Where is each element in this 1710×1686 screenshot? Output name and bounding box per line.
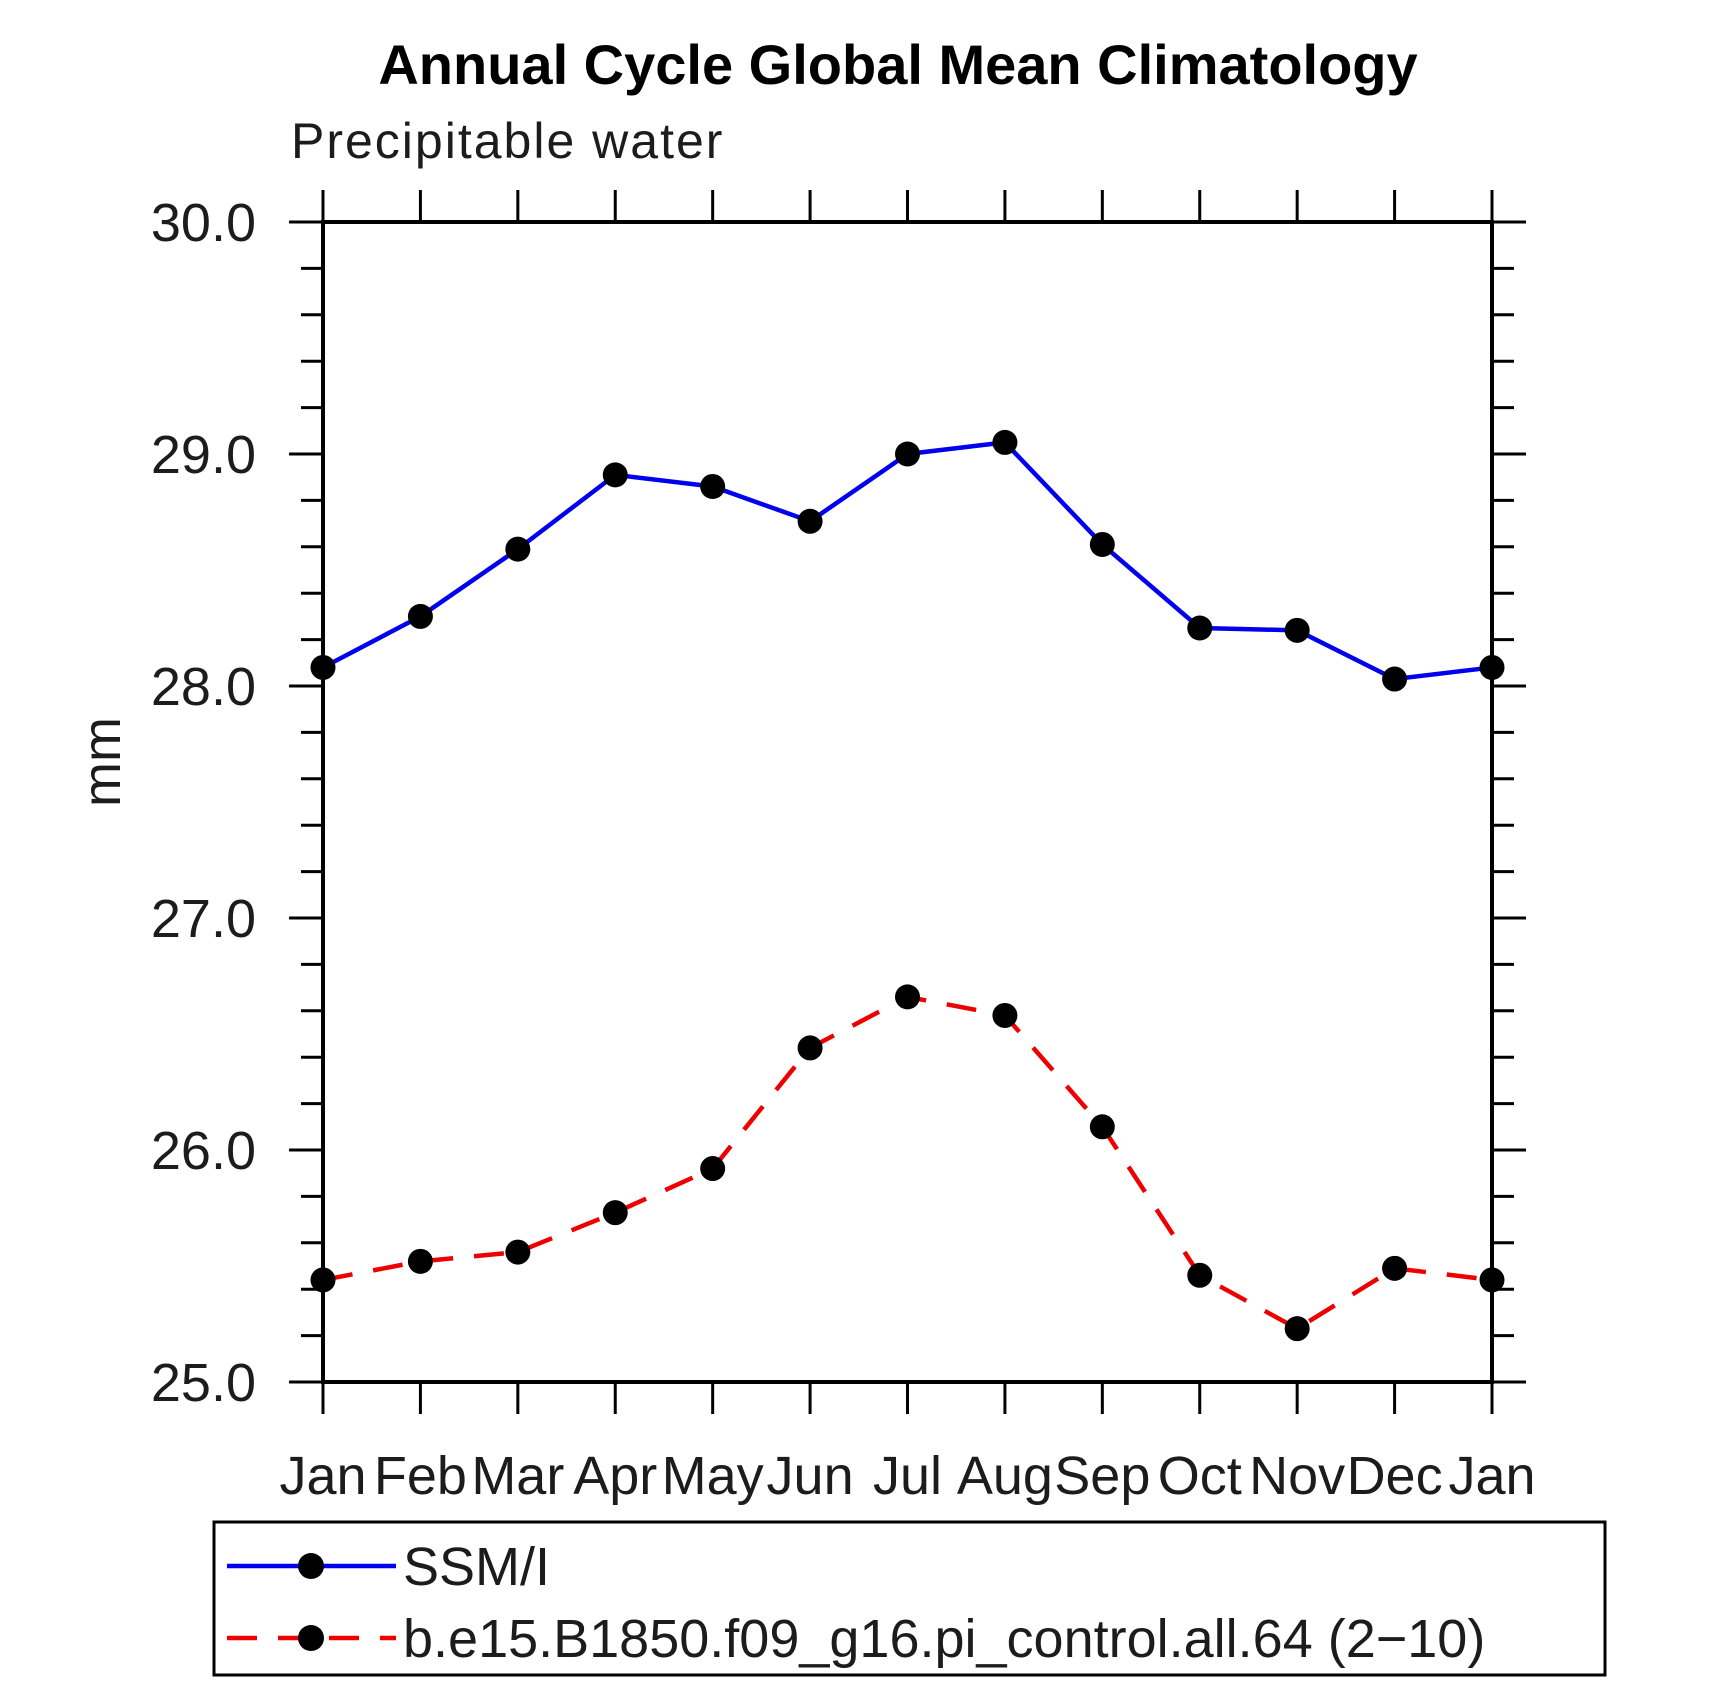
- legend-marker-model: [298, 1625, 324, 1651]
- x-tick-label: Jan: [279, 1446, 367, 1506]
- axis-frame: [323, 222, 1492, 1382]
- ssmi-data-point: [1285, 618, 1310, 643]
- ssmi-data-point: [1480, 655, 1505, 680]
- x-tick-label: Jul: [872, 1446, 943, 1506]
- model-data-point: [603, 1200, 628, 1225]
- ssmi-data-point: [798, 509, 823, 534]
- model-data-point: [408, 1249, 433, 1274]
- legend: [214, 1522, 1605, 1675]
- chart-subtitle: Precipitable water: [291, 113, 725, 169]
- x-tick-label: Sep: [1054, 1446, 1151, 1506]
- legend-label-ssmi: SSM/I: [403, 1537, 551, 1597]
- model-data-point: [798, 1035, 823, 1060]
- x-tick-label: Apr: [573, 1446, 658, 1506]
- ssmi-data-point: [1187, 616, 1212, 641]
- legend-label-model: b.e15.B1850.f09_g16.pi_control.all.64 (2−10): [403, 1609, 1486, 1669]
- ssmi-data-point: [505, 537, 530, 562]
- model-data-point: [1382, 1256, 1407, 1281]
- ssmi-data-point: [311, 655, 336, 680]
- y-tick-label: 27.0: [150, 889, 256, 949]
- model-data-point: [1187, 1263, 1212, 1288]
- chart-title: Annual Cycle Global Mean Climatology: [378, 33, 1418, 96]
- x-tick-label: Jun: [766, 1446, 854, 1506]
- y-tick-label: 28.0: [150, 657, 256, 717]
- y-axis-label: mm: [72, 717, 132, 807]
- x-tick-label: Oct: [1157, 1446, 1242, 1506]
- plot-area: [151, 190, 1536, 1506]
- x-tick-label: Nov: [1249, 1446, 1346, 1506]
- x-tick-label: May: [661, 1446, 764, 1506]
- y-tick-label: 25.0: [150, 1353, 256, 1413]
- ssmi-data-point: [1382, 667, 1407, 692]
- model-series-line: [323, 997, 1492, 1329]
- ssmi-data-point: [895, 442, 920, 467]
- x-tick-label: Jan: [1448, 1446, 1536, 1506]
- model-data-point: [700, 1156, 725, 1181]
- y-tick-label: 30.0: [150, 193, 256, 253]
- ssmi-data-point: [992, 430, 1017, 455]
- x-tick-label: Dec: [1346, 1446, 1443, 1506]
- model-data-point: [311, 1267, 336, 1292]
- ssmi-data-point: [700, 474, 725, 499]
- legend-marker-ssmi: [298, 1553, 324, 1579]
- ssmi-data-point: [1090, 532, 1115, 557]
- model-data-point: [1090, 1114, 1115, 1139]
- model-data-point: [1285, 1316, 1310, 1341]
- ssmi-data-point: [603, 462, 628, 487]
- x-tick-label: Aug: [956, 1446, 1053, 1506]
- model-data-point: [1480, 1267, 1505, 1292]
- y-tick-label: 26.0: [150, 1121, 256, 1181]
- ssmi-series-line: [323, 442, 1492, 679]
- model-data-point: [505, 1240, 530, 1265]
- x-tick-label: Mar: [471, 1446, 565, 1506]
- ssmi-data-point: [408, 604, 433, 629]
- y-tick-label: 29.0: [150, 425, 256, 485]
- model-data-point: [992, 1003, 1017, 1028]
- x-tick-label: Feb: [373, 1446, 467, 1506]
- model-data-point: [895, 984, 920, 1009]
